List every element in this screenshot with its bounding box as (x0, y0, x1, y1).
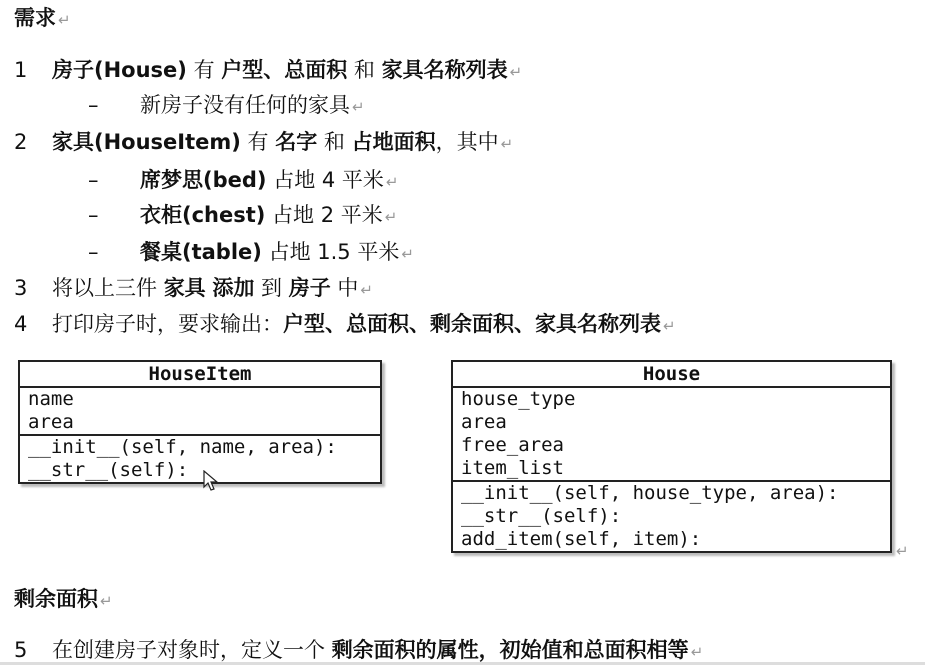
attribute: free_area (461, 434, 564, 456)
attribute: item_list (461, 457, 564, 479)
requirement-item-1: 1 房子(House) 有 户型、总面积 和 家具名称列表 ↵ (14, 55, 522, 87)
method: add_item(self, item): (461, 528, 702, 550)
attribute: name (28, 388, 74, 410)
mouse-cursor-icon (203, 470, 219, 497)
method: __str__(self): (28, 459, 189, 481)
methods-section (453, 482, 890, 551)
remaining-area-heading: 剩余面积 ↵ (14, 587, 113, 611)
paragraph-mark: ↵ (896, 542, 909, 560)
requirement-item-1-sub: 新房子没有任何的家具 ↵ (140, 93, 365, 117)
sub-dash: – (88, 203, 99, 227)
house-class-box (451, 360, 892, 553)
requirement-item-5: 5 在创建房子对象时，定义一个 剩余面积的属性，初始值和总面积相等 ↵ (14, 638, 704, 662)
attributes-section (20, 388, 380, 436)
requirement-item-3: 3 将以上三件 家具 添加 到 房子 中 ↵ (14, 276, 373, 300)
requirement-item-2: 2 家具(HouseItem) 有 名字 和 占地面积，其中 ↵ (14, 130, 514, 154)
class-title: HouseItem (20, 362, 380, 388)
sub-dash: – (88, 240, 99, 264)
method: __str__(self): (461, 505, 622, 527)
requirement-item-4: 4 打印房子时，要求输出：户型、总面积、剩余面积、家具名称列表 ↵ (14, 312, 676, 336)
attributes-section (453, 388, 890, 482)
attribute: house_type (461, 388, 576, 410)
furniture-chest: 衣柜(chest) 占地 2 平米 ↵ (140, 203, 398, 227)
requirements-heading: 需求 ↵ (14, 6, 71, 30)
attribute: area (28, 411, 74, 433)
methods-section (20, 436, 380, 482)
sub-dash: – (88, 168, 99, 192)
method: __init__(self, name, area): (28, 436, 337, 458)
method: __init__(self, house_type, area): (461, 482, 839, 504)
item-number: 1 (14, 58, 28, 82)
furniture-table: 餐桌(table) 占地 1.5 平米 ↵ (140, 240, 414, 264)
houseitem-class-box (18, 360, 382, 484)
sub-dash: – (88, 93, 99, 117)
class-title: House (453, 362, 890, 388)
furniture-bed: 席梦思(bed) 占地 4 平米 ↵ (140, 168, 399, 192)
attribute: area (461, 411, 507, 433)
